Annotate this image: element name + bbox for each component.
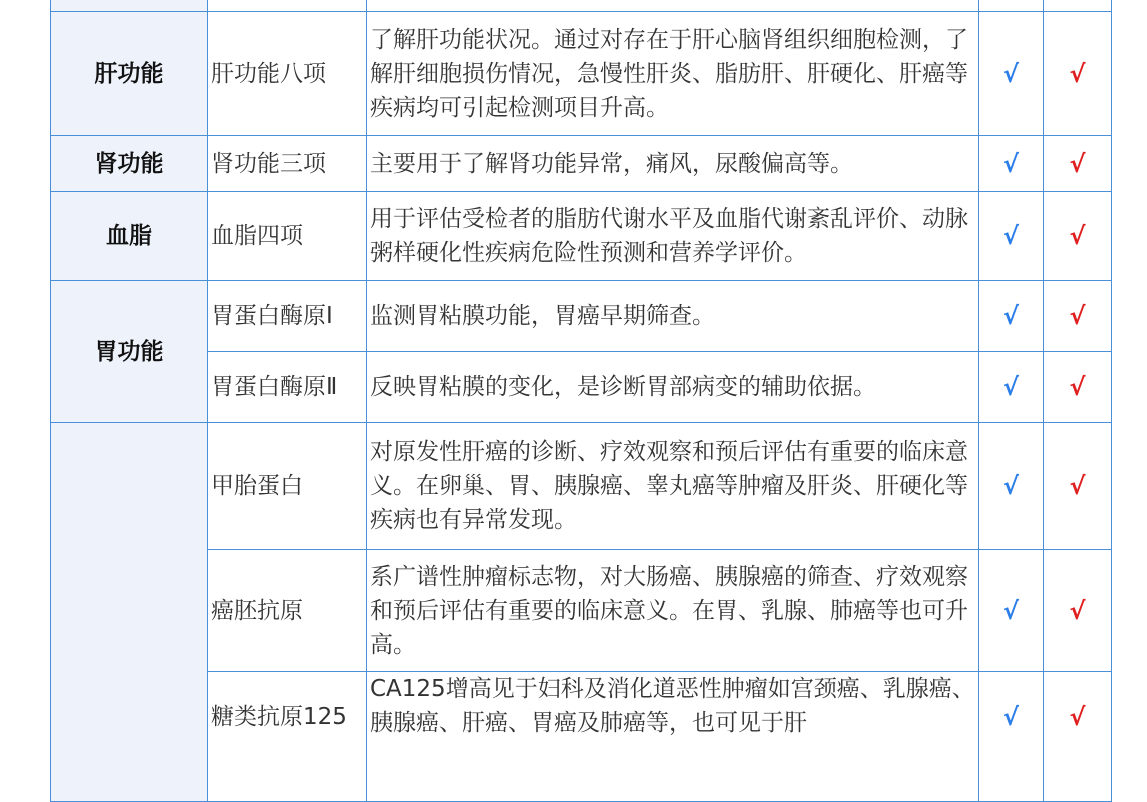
category-cell: 肝功能 (51, 12, 208, 136)
item-name-cell: 胃蛋白酶原Ⅰ (208, 281, 367, 352)
item-description-cell: 系广谱性肿瘤标志物，对大肠癌、胰腺癌的筛查、疗效观察和预后评估有重要的临床意义。在胃、乳腺、肺癌等也可升高。 (367, 550, 979, 672)
item-name-cell: 甲胎蛋白 (208, 423, 367, 550)
checkup-items-table (50, 0, 1112, 802)
check-mark-red: √ (1044, 12, 1112, 136)
check-mark-blue: √ (979, 672, 1044, 802)
check-mark-red: √ (1044, 423, 1112, 550)
check-mark-blue: √ (979, 550, 1044, 672)
check-mark-blue: √ (979, 12, 1044, 136)
item-description-cell: 了解肝功能状况。通过对存在于肝心脑肾组织细胞检测，了解肝细胞损伤情况，急慢性肝炎、脂肪肝、肝硬化、肝癌等疾病均可引起检测项目升高。 (367, 12, 979, 136)
item-name-cell: 癌胚抗原 (208, 550, 367, 672)
item-name-cell: 血脂四项 (208, 192, 367, 281)
table-row-top-partial (51, 0, 1112, 12)
check-mark-red: √ (1044, 352, 1112, 423)
check-mark-blue: √ (979, 192, 1044, 281)
item-description-cell: CA125增高见于妇科及消化道恶性肿瘤如宫颈癌、乳腺癌、胰腺癌、肝癌、胃癌及肺癌等，也可见于肝 (367, 672, 979, 802)
table-row (51, 672, 1112, 802)
check-mark-blue: √ (979, 352, 1044, 423)
table-row (51, 136, 1112, 192)
table-row (51, 281, 1112, 352)
table-row (51, 423, 1112, 550)
table-row (51, 192, 1112, 281)
check-mark-blue: √ (979, 136, 1044, 192)
table-row (51, 12, 1112, 136)
item-name-cell: 胃蛋白酶原Ⅱ (208, 352, 367, 423)
item-name-cell: 糖类抗原125 (208, 672, 367, 802)
category-cell: 胃功能 (51, 281, 208, 423)
check-mark-red: √ (1044, 672, 1112, 802)
category-cell: 血脂 (51, 192, 208, 281)
category-cell (51, 423, 208, 802)
item-description-cell: 用于评估受检者的脂肪代谢水平及血脂代谢紊乱评价、动脉粥样硬化性疾病危险性预测和营养学评价。 (367, 192, 979, 281)
category-cell: 肾功能 (51, 136, 208, 192)
table-row (51, 550, 1112, 672)
check-mark-red: √ (1044, 281, 1112, 352)
item-description-cell: 监测胃粘膜功能，胃癌早期筛查。 (367, 281, 979, 352)
item-name-cell: 肾功能三项 (208, 136, 367, 192)
item-name-cell: 肝功能八项 (208, 12, 367, 136)
check-mark-red: √ (1044, 192, 1112, 281)
item-description-cell: 主要用于了解肾功能异常，痛风，尿酸偏高等。 (367, 136, 979, 192)
check-mark-red: √ (1044, 550, 1112, 672)
check-mark-red: √ (1044, 136, 1112, 192)
item-description-cell: 对原发性肝癌的诊断、疗效观察和预后评估有重要的临床意义。在卵巢、胃、胰腺癌、睾丸癌等肿瘤及肝炎、肝硬化等疾病也有异常发现。 (367, 423, 979, 550)
item-description-cell: 反映胃粘膜的变化，是诊断胃部病变的辅助依据。 (367, 352, 979, 423)
check-mark-blue: √ (979, 281, 1044, 352)
check-mark-blue: √ (979, 423, 1044, 550)
table-row (51, 352, 1112, 423)
